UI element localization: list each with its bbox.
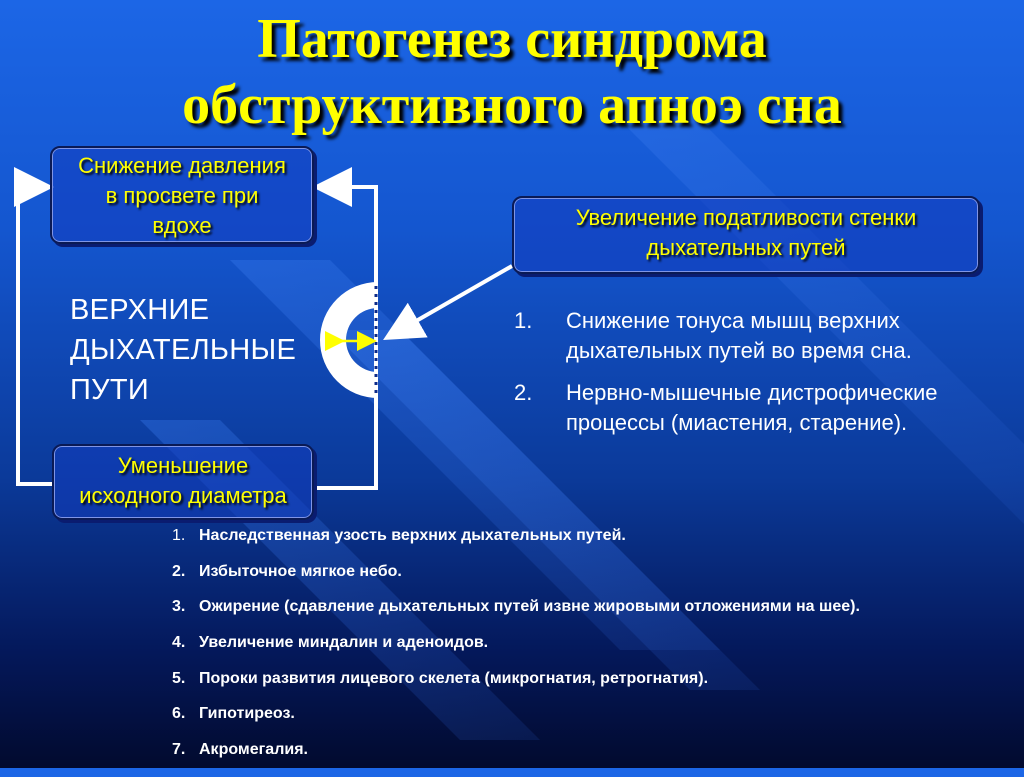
list-item-number: 1.: [514, 308, 533, 333]
list-item: [172, 527, 860, 563]
list-item-text: Нервно-мышечные дистрофические процессы (миастения, старение).: [566, 380, 938, 435]
diameter-causes-list: [172, 527, 860, 777]
list-item-text: Ожирение (сдавление дыхательных путей извне жировыми отложениями на шее).: [199, 598, 860, 616]
title-line-1: Патогенез синдрома: [257, 8, 767, 70]
list-item: [172, 563, 860, 599]
list-item-text: Наследственная узость верхних дыхательных путей.: [199, 527, 626, 544]
list-item: [172, 741, 860, 777]
pressure-line-3: вдохе: [152, 213, 212, 238]
compliance-arrow: [390, 266, 512, 336]
airways-line-1: ВЕРХНИЕ: [70, 294, 210, 326]
left-feedback-line: [18, 187, 52, 484]
list-item-text: Пороки развития лицевого скелета (микрогнатия, ретрогнатия).: [199, 669, 709, 687]
list-item-text: Гипотиреоз.: [199, 705, 295, 723]
wall-compliance-box: [512, 196, 980, 274]
list-item-text: Увеличение миндалин и аденоидов.: [199, 634, 489, 652]
airways-line-3: ПУТИ: [70, 374, 150, 406]
list-item: [514, 378, 984, 438]
list-item-text: Избыточное мягкое небо.: [199, 562, 402, 580]
diameter-line-1: Уменьшение: [117, 453, 249, 478]
list-item: [172, 705, 860, 741]
compliance-line-1: Увеличение податливости стенки: [575, 205, 917, 230]
list-item-number: 2.: [172, 562, 186, 580]
airways-line-2: ДЫХАТЕЛЬНЫЕ: [70, 334, 297, 366]
title-line-2: обструктивного апноэ сна: [182, 74, 842, 136]
compliance-causes-list: [514, 306, 984, 450]
diameter-reduction-box: [52, 444, 314, 520]
list-item-text: Акромегалия.: [199, 741, 308, 759]
list-item: [172, 598, 860, 634]
list-item-number: 3.: [172, 598, 186, 616]
pressure-line-2: в просвете при: [105, 183, 259, 208]
list-item-text: Снижение тонуса мышц верхних дыхательных путей во время сна.: [566, 308, 912, 363]
list-item-number: 6.: [172, 705, 186, 723]
list-item-number: 2.: [514, 380, 533, 405]
list-item-number: 1.: [172, 527, 186, 544]
list-item: [514, 306, 984, 366]
list-item-number: 4.: [172, 634, 186, 652]
upper-airways-label: [70, 290, 296, 410]
diameter-line-2: исходного диаметра: [79, 483, 287, 508]
pressure-line-1: Снижение давления: [78, 153, 286, 178]
list-item-number: 7.: [172, 741, 186, 759]
list-item-number: 5.: [172, 669, 186, 687]
list-item: [172, 634, 860, 670]
compliance-line-2: дыхательных путей: [646, 235, 846, 260]
list-item: [172, 670, 860, 706]
pressure-drop-box: [50, 146, 314, 244]
